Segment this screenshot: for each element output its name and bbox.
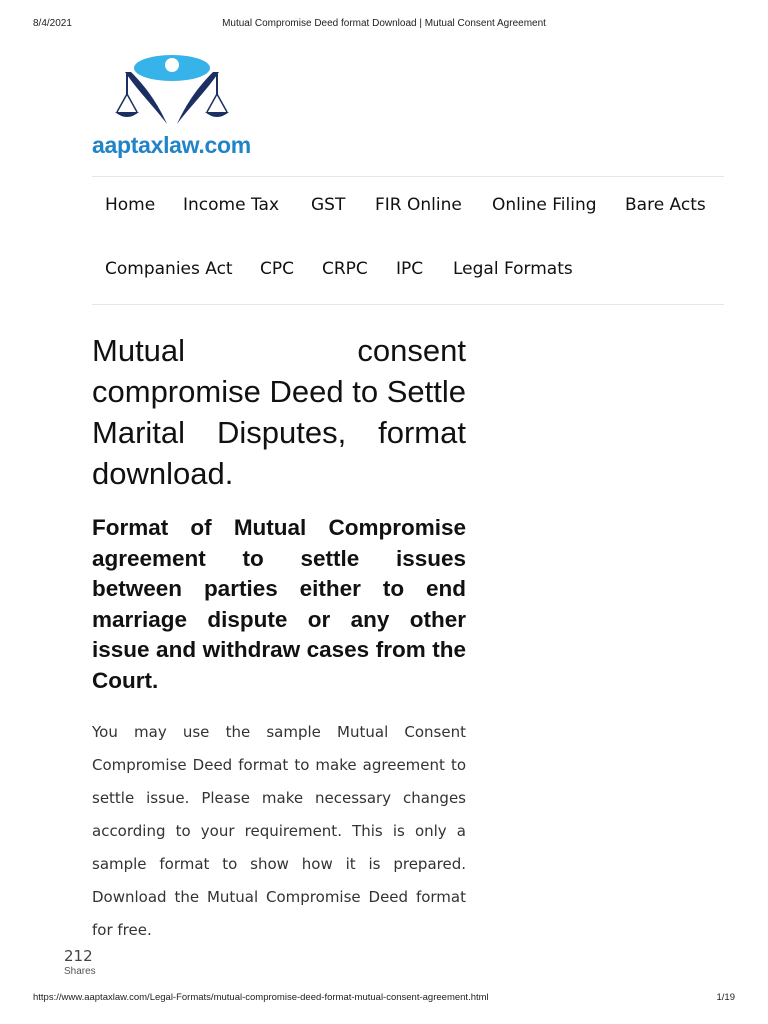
nav-item-gst[interactable]: GST — [311, 195, 346, 215]
share-counter[interactable] — [64, 946, 124, 978]
print-page-number: 1/19 — [716, 992, 735, 1003]
nav-item-fir-online[interactable]: FIR Online — [375, 195, 462, 215]
print-header — [0, 18, 768, 32]
nav-item-ipc[interactable]: IPC — [396, 259, 424, 279]
nav-item-crpc[interactable]: CRPC — [322, 259, 368, 279]
site-logo[interactable] — [92, 50, 252, 162]
nav-row-2 — [92, 259, 732, 289]
print-footer — [0, 992, 768, 1006]
scales-of-justice-icon — [107, 50, 237, 130]
share-label: Shares — [64, 966, 96, 977]
print-date: 8/4/2021 — [33, 18, 72, 29]
nav-row-1 — [92, 195, 732, 225]
logo-text: aaptaxlaw.com — [92, 132, 251, 158]
nav-item-home[interactable]: Home — [105, 195, 156, 215]
nav-divider-bottom — [92, 304, 724, 305]
print-page-title: Mutual Compromise Deed format Download | Mutual Consent Agreement — [222, 18, 546, 29]
nav-item-online-filing[interactable]: Online Filing — [492, 195, 597, 215]
article-subtitle: Format of Mutual Compromise agreement to settle issues between parties either to end marriage dispute or any other issue and withdraw cases from the Court. — [92, 515, 466, 693]
nav-item-legal-formats[interactable]: Legal Formats — [453, 259, 573, 279]
nav-divider-top — [92, 176, 724, 177]
nav-item-income-tax[interactable]: Income Tax — [183, 195, 280, 215]
print-url: https://www.aaptaxlaw.com/Legal-Formats/mutual-compromise-deed-format-mutual-consent-agreement.html — [33, 992, 489, 1003]
article-intro-paragraph: You may use the sample Mutual Consent Compromise Deed format to make agreement to settle issue. Please make necessary changes according to your requirement. This is only a sample format to show how it is prepared. Download the Mutual Compromise Deed format for free. — [92, 723, 466, 939]
nav-item-bare-acts[interactable]: Bare Acts — [625, 195, 706, 215]
nav-item-companies-act[interactable]: Companies Act — [105, 259, 233, 279]
share-count: 212 — [64, 947, 93, 965]
article-title: Mutual consent compromise Deed to Settle Marital Disputes, format download. — [92, 333, 466, 491]
nav-item-cpc[interactable]: CPC — [260, 259, 294, 279]
